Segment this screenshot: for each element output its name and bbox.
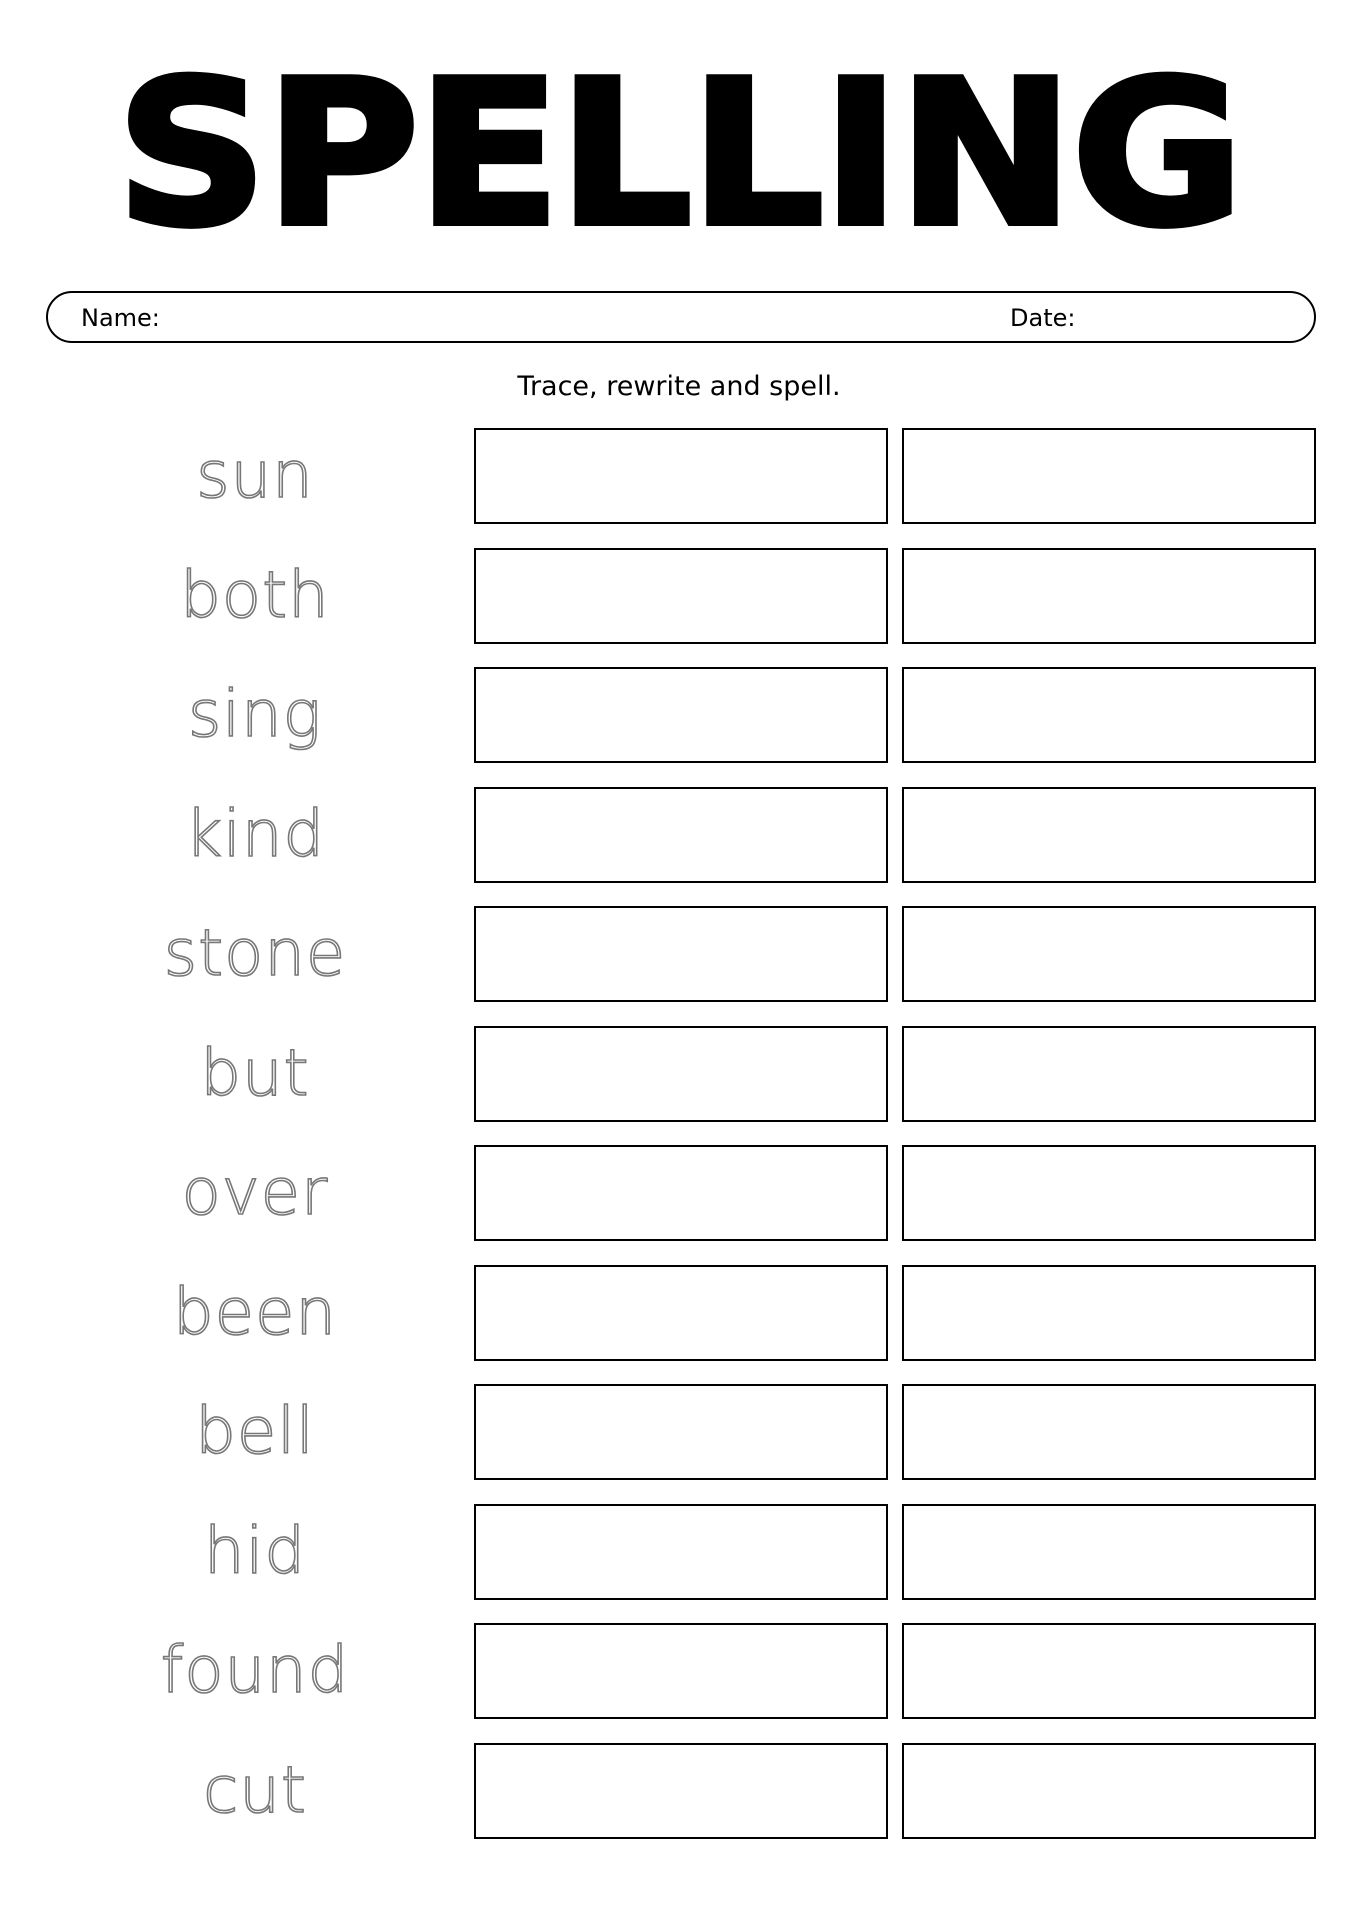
word-row [0,667,1358,787]
spell-box[interactable] [902,1384,1316,1480]
spell-box[interactable] [902,787,1316,883]
word-row [0,1623,1358,1743]
name-date-bar [46,291,1316,343]
spelling-rows [0,428,1358,1862]
word-row [0,1384,1358,1504]
rewrite-box[interactable] [474,1504,888,1600]
instruction-text: Trace, rewrite and spell. [517,371,841,402]
spell-box[interactable] [902,1145,1316,1241]
word-row [0,1504,1358,1624]
rewrite-box[interactable] [474,1384,888,1480]
rewrite-box[interactable] [474,428,888,524]
rewrite-box[interactable] [474,1026,888,1122]
spell-box[interactable] [902,1623,1316,1719]
trace-word: both [180,558,330,633]
rewrite-box[interactable] [474,1265,888,1361]
trace-word: kind [184,797,326,872]
spell-box[interactable] [902,428,1316,524]
rewrite-box[interactable] [474,1623,888,1719]
word-row [0,787,1358,907]
spell-box[interactable] [902,667,1316,763]
trace-word: over [181,1156,329,1230]
word-row [0,548,1358,668]
rewrite-box[interactable] [474,667,888,763]
spell-box[interactable] [902,906,1316,1002]
trace-word: hid [204,1514,306,1589]
word-row [0,906,1358,1026]
word-row [0,1265,1358,1385]
word-row [0,428,1358,548]
spell-box[interactable] [902,1026,1316,1122]
spell-box[interactable] [902,1265,1316,1361]
trace-word: stone [163,917,347,991]
rewrite-box[interactable] [474,1743,888,1839]
trace-word: bell [195,1395,315,1469]
trace-word: sing [187,678,323,752]
name-label: Name: [81,304,160,332]
trace-word: found [160,1634,350,1708]
word-row [0,1026,1358,1146]
spell-box[interactable] [902,1743,1316,1839]
page-title: SPELLING [116,38,1242,271]
word-row [0,1145,1358,1265]
trace-word: sun [196,439,314,513]
rewrite-box[interactable] [474,906,888,1002]
spell-box[interactable] [902,1504,1316,1600]
date-label: Date: [1010,304,1076,332]
spell-box[interactable] [902,548,1316,644]
rewrite-box[interactable] [474,787,888,883]
rewrite-box[interactable] [474,1145,888,1241]
trace-word: but [200,1036,310,1111]
trace-word: cut [203,1753,307,1828]
trace-word: been [173,1275,337,1350]
word-row [0,1743,1358,1863]
rewrite-box[interactable] [474,548,888,644]
